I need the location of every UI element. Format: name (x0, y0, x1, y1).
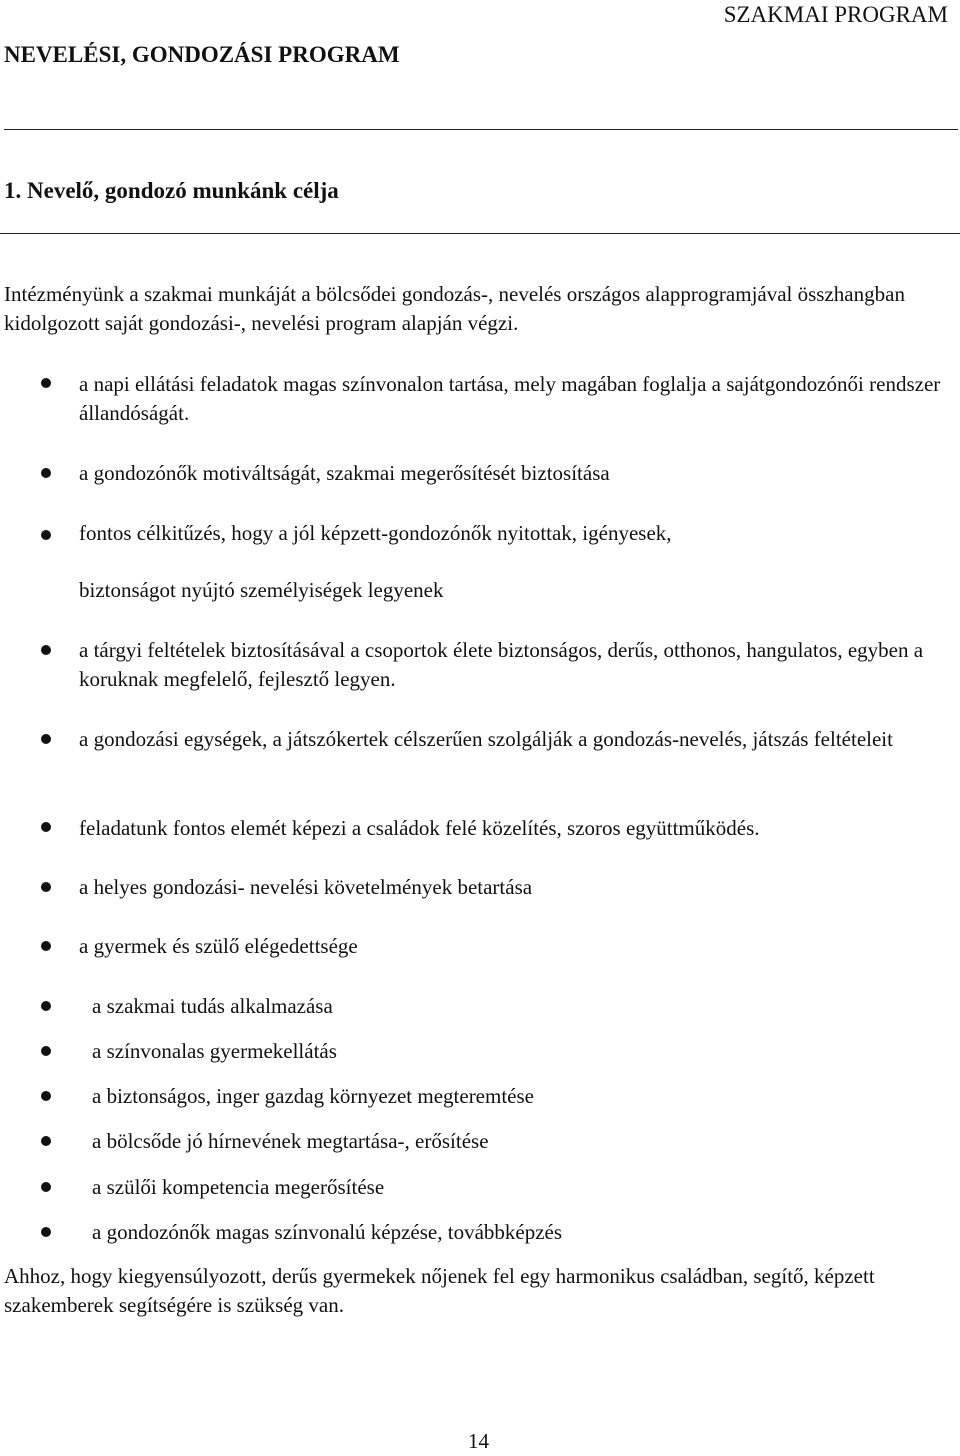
program-type-header: SZAKMAI PROGRAM (723, 2, 948, 27)
list-item: feladatunk fontos elemét képezi a családok felé közelítés, szoros együttműködés. (79, 816, 760, 840)
list-item: a gyermek és szülő elégedettsége (79, 934, 358, 958)
section-divider (0, 233, 960, 234)
bullet-dot (41, 1091, 51, 1101)
bullet-dot (41, 1136, 51, 1146)
list-item: a bölcsőde jó hírnevének megtartása-, erősítése (92, 1129, 489, 1153)
bullet-dot (41, 530, 51, 540)
program-title-header: NEVELÉSI, GONDOZÁSI PROGRAM (4, 42, 400, 67)
list-item: a helyes gondozási- nevelési követelmények betartása (79, 875, 533, 899)
bullet-dot (41, 378, 51, 388)
page-number: 14 (468, 1429, 489, 1453)
list-item-continuation: biztonságot nyújtó személyiségek legyenek (79, 578, 444, 602)
list-item: a biztonságos, inger gazdag környezet megteremtése (92, 1084, 534, 1108)
bullet-dot (41, 734, 51, 744)
bullet-dot (41, 468, 51, 478)
closing-paragraph: Ahhoz, hogy kiegyensúlyozott, derűs gyermekek nőjenek fel egy harmonikus családban, segítő, képzett szakemberek segítségére is szükség van. (4, 1264, 875, 1317)
list-item: a gondozónők magas színvonalú képzése, továbbképzés (92, 1220, 563, 1244)
bullet-dot (41, 882, 51, 892)
bullet-dot (41, 1046, 51, 1056)
bullet-dot (41, 1182, 51, 1192)
bullet-dot (41, 1227, 51, 1237)
bullet-dot (41, 645, 51, 655)
list-item: a szülői kompetencia megerősítése (92, 1175, 385, 1199)
header-divider (4, 129, 958, 130)
list-item: a tárgyi feltételek biztosításával a csoportok élete biztonságos, derűs, otthonos, hangulatos, egyben a koruknak megfelelő, fejlesztő legyen. (79, 638, 924, 691)
intro-paragraph: Intézményünk a szakmai munkáját a bölcsődei gondozás-, nevelés országos alapprogramjával összhangban kidolgozott saját gondozási-, nevelési program alapján végzi. (4, 282, 905, 335)
list-item: a szakmai tudás alkalmazása (92, 994, 333, 1018)
list-item: a színvonalas gyermekellátás (92, 1039, 337, 1063)
section-heading: 1. Nevelő, gondozó munkánk célja (4, 178, 339, 203)
bullet-dot (41, 941, 51, 951)
list-item: a gondozási egységek, a játszókertek célszerűen szolgálják a gondozás-nevelés, játszás feltételeit (79, 727, 893, 751)
list-item: fontos célkitűzés, hogy a jól képzett-gondozónők nyitottak, igényesek, (79, 521, 672, 545)
bullet-dot (41, 1001, 51, 1011)
bullet-dot (41, 822, 51, 832)
list-item: a napi ellátási feladatok magas színvonalon tartása, mely magában foglalja a sajátgondozónői rendszer állandóságát. (79, 372, 941, 425)
list-item: a gondozónők motiváltságát, szakmai megerősítését biztosítása (79, 461, 610, 485)
